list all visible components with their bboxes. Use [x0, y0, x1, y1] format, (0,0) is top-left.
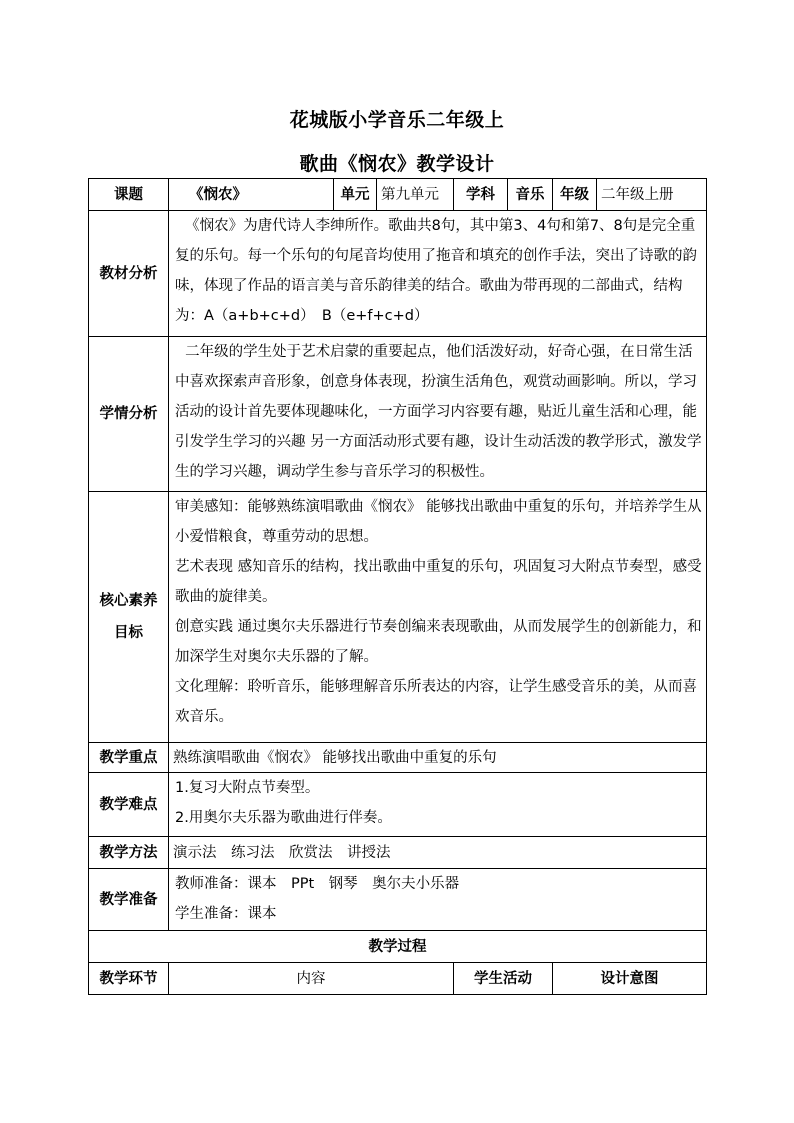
unit-value: 第九单元 [377, 179, 454, 211]
topic-value: 《悯农》 [169, 179, 334, 211]
core-goals-label: 核心素养 目标 [89, 492, 169, 743]
process-columns-row [89, 963, 707, 995]
student-analysis-label: 学情分析 [89, 337, 169, 492]
preparation-label: 教学准备 [89, 869, 169, 931]
col-intent: 设计意图 [553, 963, 707, 995]
methods-text: 演示法 练习法 欣赏法 讲授法 [169, 837, 707, 869]
col-content: 内容 [169, 963, 454, 995]
material-analysis-text: 《悯农》为唐代诗人李绅所作。歌曲共8句，其中第3、4句和第7、8句是完全重复的乐句。每一个乐句的句尾音均使用了拖音和填充的创作手法，突出了诗歌的韵味，体现了作品的语言美与音乐韵律美的结合。歌曲为带再现的二部曲式，结构为：A（a+b+c+d） B（e+f+c+d） [169, 211, 707, 337]
header-row [89, 179, 707, 211]
difficulties-row [89, 773, 707, 837]
key-points-text: 熟练演唱歌曲《悯农》 能够找出歌曲中重复的乐句 [169, 743, 707, 773]
difficulty-item: 2.用奥尔夫乐器为歌曲进行伴奏。 [175, 810, 392, 826]
preparation-row [89, 869, 707, 931]
methods-row [89, 837, 707, 869]
core-goals-row [89, 492, 707, 743]
document-subtitle: 歌曲《悯农》教学设计 [299, 153, 495, 175]
goal-item: 审美感知：能够熟练演唱歌曲《悯农》 能够找出歌曲中重复的乐句，并培养学生从小爱惜粮食，尊重劳动的思想。 [175, 499, 702, 545]
col-stage: 教学环节 [89, 963, 169, 995]
preparation-item: 教师准备：课本 PPt 钢琴 奥尔夫小乐器 [175, 876, 460, 892]
process-heading-row [89, 931, 707, 963]
subject-value: 音乐 [508, 179, 553, 211]
lesson-plan-table [88, 178, 707, 995]
key-points-row [89, 743, 707, 773]
student-analysis-text: 二年级的学生处于艺术启蒙的重要起点，他们活泼好动，好奇心强，在日常生活中喜欢探索声音形象，创意身体表现，扮演生活角色，观赏动画影响。所以，学习活动的设计首先要体现趣味化，一方面学习内容要有趣，贴近儿童生活和心理，能引发学生学习的兴趣 另一方面活动形式要有趣，设计生动活泼的教学形式，激发学生的学习兴趣，调动学生参与音乐学习的积极性。 [169, 337, 707, 492]
difficulties-label: 教学难点 [89, 773, 169, 837]
difficulty-item: 1.复习大附点节奏型。 [175, 780, 320, 796]
process-heading: 教学过程 [89, 931, 707, 963]
unit-label: 单元 [334, 179, 377, 211]
col-activity: 学生活动 [454, 963, 553, 995]
key-points-label: 教学重点 [89, 743, 169, 773]
goal-item: 创意实践 通过奥尔夫乐器进行节奏创编来表现歌曲，从而发展学生的创新能力，和加深学生对奥尔夫乐器的了解。 [175, 619, 702, 665]
methods-label: 教学方法 [89, 837, 169, 869]
difficulties-text [169, 773, 707, 837]
student-analysis-row [89, 337, 707, 492]
material-analysis-label: 教材分析 [89, 211, 169, 337]
core-goals-text [169, 492, 707, 743]
preparation-text [169, 869, 707, 931]
subject-label: 学科 [454, 179, 508, 211]
goal-item: 文化理解：聆听音乐，能够理解音乐所表达的内容，让学生感受音乐的美，从而喜欢音乐。 [175, 679, 697, 725]
goal-item: 艺术表现 感知音乐的结构，找出歌曲中重复的乐句，巩固复习大附点节奏型，感受歌曲的旋律美。 [175, 559, 702, 605]
topic-label: 课题 [89, 179, 169, 211]
material-analysis-row [89, 211, 707, 337]
grade-value: 二年级上册 [597, 179, 707, 211]
grade-label: 年级 [553, 179, 597, 211]
document-title: 花城版小学音乐二年级上 [289, 109, 505, 131]
preparation-item: 学生准备：课本 [175, 906, 277, 922]
